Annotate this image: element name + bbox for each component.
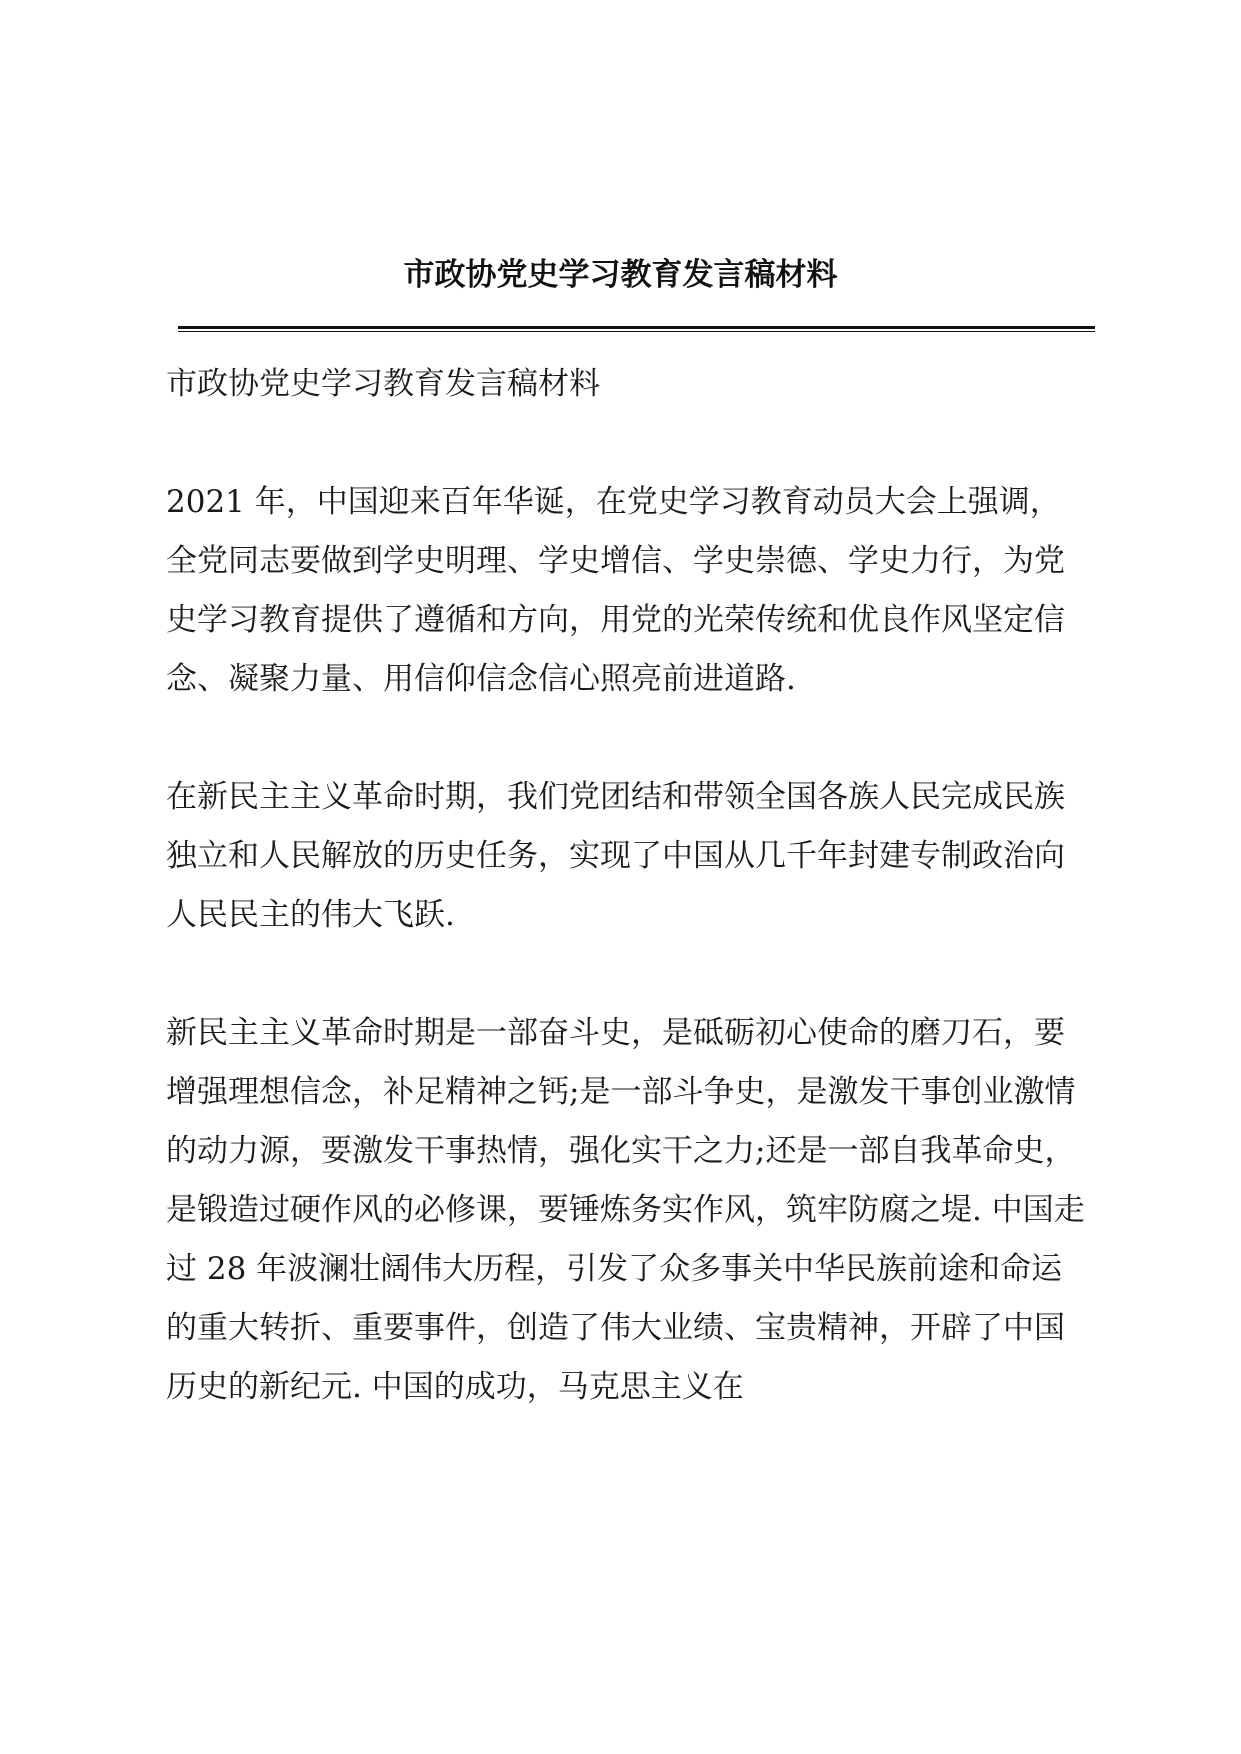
title-divider-thin-line: [178, 331, 1095, 332]
paragraph: 在新民主主义革命时期，我们党团结和带领全国各族人民完成民族独立和人民解放的历史任务，实现了中国从几千年封建专制政治向人民民主的伟大飞跃.: [166, 779, 1065, 933]
document-body: [166, 355, 1091, 1476]
title-divider-thick-line: [178, 326, 1095, 329]
paragraph: 2021 年，中国迎来百年华诞，在党史学习教育动员大会上强调，全党同志要做到学史明理、学史增信、学史崇德、学史力行，为党史学习教育提供了遵循和方向，用党的光荣传统和优良作风坚定信念、凝聚力量、用信仰信念信心照亮前进道路.: [166, 484, 1065, 697]
paragraph: 新民主主义革命时期是一部奋斗史，是砥砺初心使命的磨刀石，要增强理想信念，补足精神之钙;是一部斗争史，是激发干事创业激情的动力源，要激发干事热情，强化实干之力;还是一部自我革命史，是锻造过硬作风的必修课，要锤炼务实作风，筑牢防腐之堤. 中国走过 28 年波澜壮阔伟大历程，引发了众多事关中华民族前途和命运的重大转折、重要事件，创造了伟大业绩、宝贵精神，开辟了中国历史的新纪元. 中国的成功，马克思主义在: [166, 1015, 1085, 1405]
document-title: 市政协党史学习教育发言稿材料: [403, 257, 838, 293]
document-subtitle: 市政协党史学习教育发言稿材料: [166, 366, 600, 402]
title-divider: [178, 326, 1095, 332]
